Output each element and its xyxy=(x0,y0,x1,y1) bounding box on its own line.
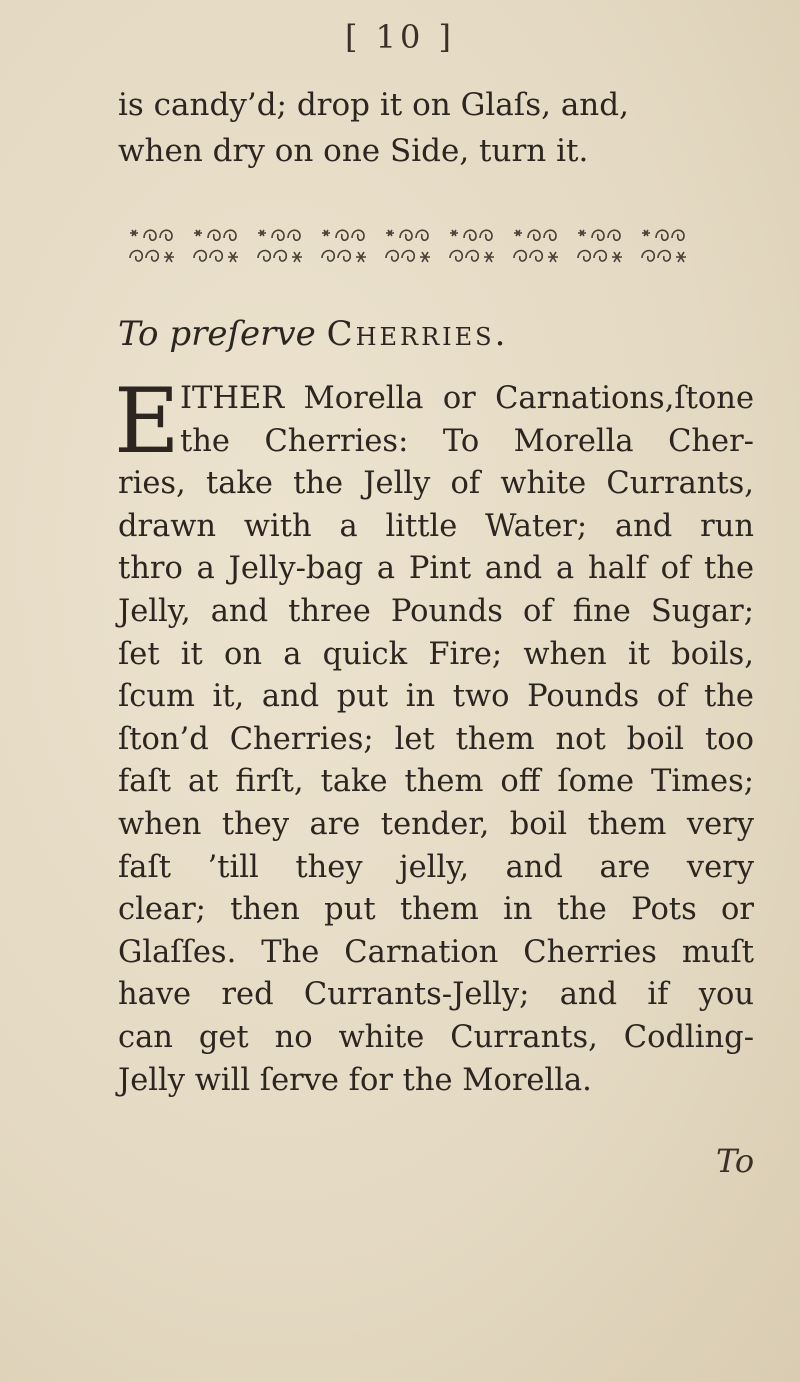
body-line: thro a Jelly-bag a Pint and a half of the xyxy=(118,551,754,587)
body-line: faſt at firſt, take them off ſome Times; xyxy=(118,764,754,800)
catchword: To xyxy=(716,1142,755,1180)
body-line: Jelly, and three Pounds of fine Sugar; xyxy=(118,593,754,629)
fleuron-icon xyxy=(130,230,174,262)
title-main: Cherries. xyxy=(326,314,509,354)
drop-cap: E xyxy=(114,369,180,474)
fleuron-icon xyxy=(322,230,366,262)
fleuron-icon xyxy=(386,230,430,262)
body-line: clear; then put them in the Pots or xyxy=(118,892,754,928)
body-line: Glaſſes. The Carnation Cherries muſt xyxy=(118,934,754,970)
section-title xyxy=(118,312,758,356)
body-line: have red Currants-Jelly; and if you xyxy=(118,977,754,1013)
recipe-body xyxy=(118,378,754,1102)
fleuron-icon xyxy=(258,230,302,262)
fleuron-icon xyxy=(194,230,238,262)
page-number: [ 10 ] xyxy=(344,18,456,56)
continuation-line: when dry on one Side, turn it. xyxy=(118,133,589,169)
body-line: faſt ’till they jelly, and are very xyxy=(118,849,754,885)
body-line: Jelly will ſerve for the Morella. xyxy=(118,1062,592,1098)
body-line: the Cherries: To Morella Cher- xyxy=(180,423,754,459)
body-line: ries, take the Jelly of white Currants, xyxy=(118,466,754,502)
fleuron-icon xyxy=(450,230,494,262)
body-line: drawn with a little Water; and run xyxy=(118,508,754,544)
fleuron-icon xyxy=(642,230,686,262)
continuation-text xyxy=(118,82,738,174)
body-line: ſton’d Cherries; let them not boil too xyxy=(118,721,754,757)
title-prefix: To preſerve xyxy=(118,314,316,354)
fleuron-icon xyxy=(514,230,558,262)
body-line: ITHER Morella or Carnations,ſtone xyxy=(180,381,754,416)
body-line: when they are tender, boil them very xyxy=(118,806,754,842)
body-line: can get no white Currants, Codling- xyxy=(118,1019,754,1055)
body-line: ſcum it, and put in two Pounds of the xyxy=(118,679,754,715)
continuation-line: is candy’d; drop it on Glaſs, and, xyxy=(118,87,629,123)
fleuron-icon xyxy=(578,230,622,262)
body-line: ſet it on a quick Fire; when it boils, xyxy=(118,636,754,672)
fleuron-border-ornament xyxy=(116,224,696,272)
